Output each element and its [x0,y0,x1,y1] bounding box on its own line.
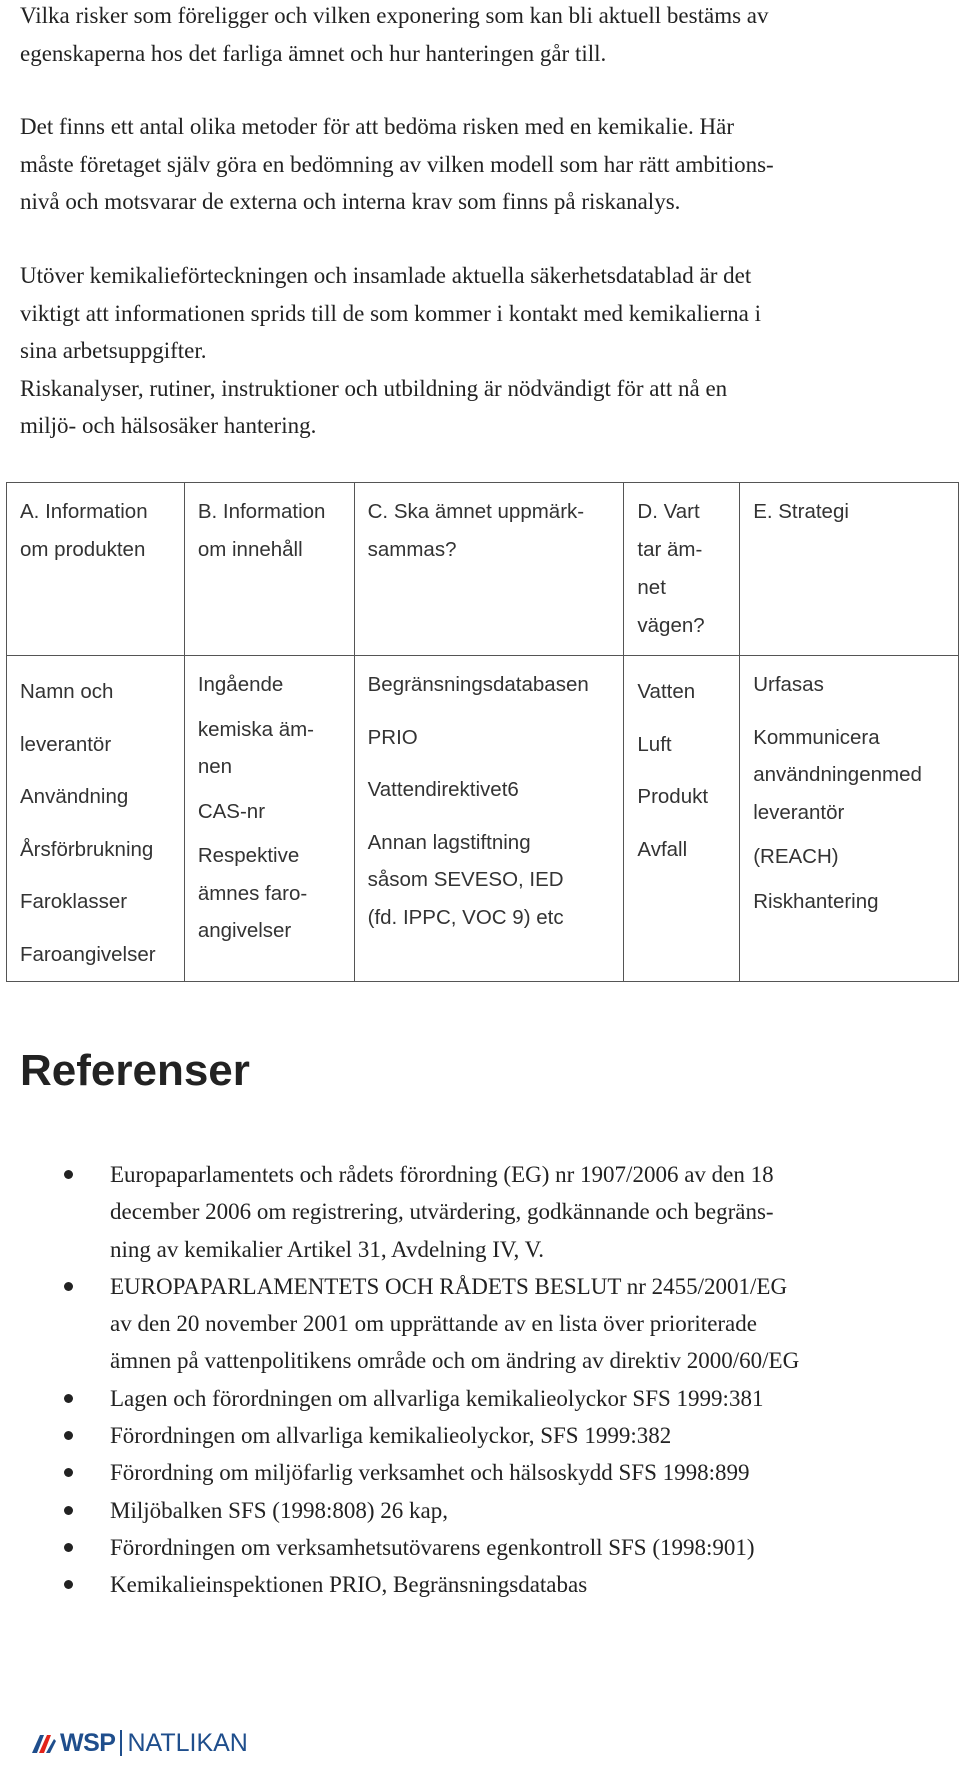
bullet-icon [64,1170,73,1179]
paragraph-information [20,257,940,445]
cell-content-info: Ingående kemiska äm- nen CAS-nr Respektive ämnes faro- angivelser [184,656,354,982]
bullet-icon [64,1543,73,1552]
cell-strategy: Urfasas Kommunicera användningenmed leverantör (REACH) Riskhantering [740,656,959,982]
cell-destination: Vatten Luft Produkt Avfall [624,656,740,982]
bullet-icon [64,1580,73,1589]
bullet-icon [64,1282,73,1291]
references-heading: Referenser [20,1046,250,1095]
bullet-icon [64,1506,73,1515]
header-cell-e: E. Strategi [740,483,959,656]
wsp-natlikan-logo [30,1723,248,1763]
text-line: viktigt att informationen sprids till de som kommer i kontakt med kemikalierna i [20,300,761,326]
chemical-info-table [6,482,959,982]
list-item: Lagen och förordningen om allvarliga kemikalieolyckor SFS 1999:381 [0,1380,960,1417]
header-cell-a: A. Information om produkten [7,483,185,656]
text-line: nivå och motsvarar de externa och interna krav som finns på riskanalys. [20,189,681,214]
list-item: EUROPAPARLAMENTETS OCH RÅDETS BESLUT nr 2455/2001/EG av den 20 november 2001 om upprättande av en lista över prioriterade ämnen på vattenpolitikens område och om ändring av direktiv 2000/60/EG [0,1268,960,1380]
list-item: Kemikalieinspektionen PRIO, Begränsningsdatabas [0,1566,960,1603]
cell-flagging: Begränsningsdatabasen PRIO Vattendirektivet6 Annan lagstiftning såsom SEVESO, IED (fd. IPPC, VOC 9) etc [354,656,624,982]
paragraph-risks [20,0,940,72]
table-row [7,656,959,982]
references-list [0,1156,960,1604]
bullet-icon [64,1468,73,1477]
text-line: Riskanalyser, rutiner, instruktioner och utbildning är nödvändigt för att nå en [20,375,728,401]
list-item: Förordningen om allvarliga kemikalieolyckor, SFS 1999:382 [0,1417,960,1454]
text-line: sina arbetsuppgifter. [20,338,207,363]
text-line: egenskaperna hos det farliga ämnet och hur hanteringen går till. [20,40,607,66]
bullet-icon [64,1394,73,1403]
text-line: Det finns ett antal olika metoder för att bedöma risken med en kemikalie. Här [20,114,735,139]
text-line: Vilka risker som föreligger och vilken exponering som kan bli aktuell bestäms av [20,3,769,28]
header-cell-d: D. Vart tar äm- net vägen? [624,483,740,656]
header-cell-b: B. Information om innehåll [184,483,354,656]
logo-divider [120,1730,122,1756]
list-item: Förordning om miljöfarlig verksamhet och hälsoskydd SFS 1998:899 [0,1454,960,1491]
text-line: Utöver kemikalieförteckningen och insamlade aktuella säkerhetsdatablad är det [20,263,752,288]
table-header-row [7,483,959,656]
text-line: miljö- och hälsosäker hantering. [20,413,317,438]
logo-natlikan-text: NATLIKAN [127,1728,248,1757]
paragraph-methods [20,108,940,221]
list-item: Förordningen om verksamhetsutövarens egenkontroll SFS (1998:901) [0,1529,960,1566]
list-item: Miljöbalken SFS (1998:808) 26 kap, [0,1492,960,1529]
text-line: måste företaget själv göra en bedömning av vilken modell som har rätt ambitions- [20,151,774,177]
list-item: Europaparlamentets och rådets förordning (EG) nr 1907/2006 av den 18 december 2006 om registrering, utvärdering, godkännande och begräns- ning av kemikalier Artikel 31, Avdelning IV, V. [0,1156,960,1268]
cell-product-info: Namn och leverantör Användning Årsförbrukning Faroklasser Faroangivelser [7,656,185,982]
logo-wsp-text: WSP [60,1728,116,1757]
wsp-swoosh-icon [30,1729,58,1757]
bullet-icon [64,1431,73,1440]
header-cell-c: C. Ska ämnet uppmärk- sammas? [354,483,624,656]
